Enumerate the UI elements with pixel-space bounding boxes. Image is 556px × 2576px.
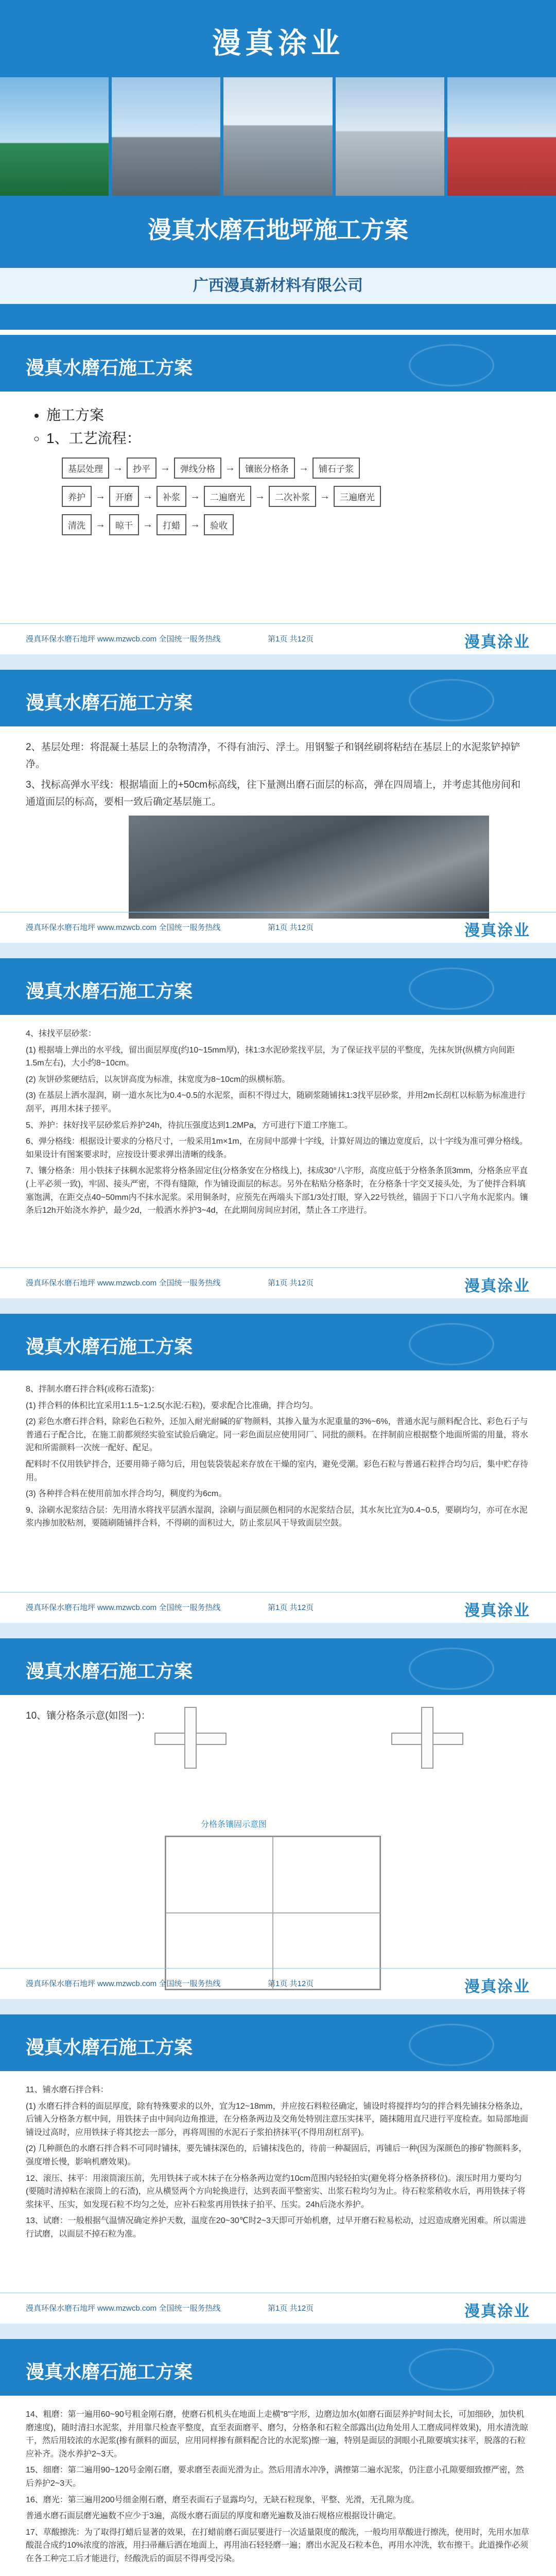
footer-page: 第1页 共12页 [268, 1603, 314, 1612]
flow-step: 弹线分格 [174, 457, 221, 479]
slide-1 [0, 335, 556, 654]
paragraph: 16、磨光：第三遍用200号细金刚石磨，磨至表面石子显露均匀，无缺石粒现象，平整、光滑，无孔隙为度。 [26, 2495, 420, 2504]
arrow-right-icon: → [95, 518, 106, 530]
arrow-right-icon: → [190, 518, 200, 530]
flow-step: 抄平 [127, 457, 157, 479]
arrow-right-icon: → [225, 462, 235, 473]
slide-5 [0, 1638, 556, 1999]
footer-logo: 漫真涂业 [464, 1602, 530, 1619]
flow-step: 三遍磨光 [334, 486, 381, 507]
slide-title-band [0, 1638, 556, 1695]
flow-step: 验收 [204, 514, 234, 535]
cover-photo-parking-lot [112, 77, 220, 196]
slide-title: 漫真水磨石施工方案 [26, 1660, 193, 1682]
paragraph: 9、涂刷水泥浆结合层：先用清水将找平层洒水湿润，涂刷与面层颜色相同的水泥浆结合层，其水灰比宜为0.4~0.5，要刷均匀，亦可在水泥浆内掺加胶粘剂，要随刷随铺拌合料，不得刷的面积过大，防止浆层风干导致面层空鼓。 [26, 1505, 528, 1528]
flow-step: 打蜡 [157, 514, 186, 535]
flow-step: 二遍磨光 [204, 486, 251, 507]
paragraph: 8、拌制水磨石拌合料(或称石渣浆)： [26, 1385, 160, 1394]
slide-title: 漫真水磨石施工方案 [26, 980, 193, 1002]
slide-title: 漫真水磨石施工方案 [26, 2361, 193, 2382]
bullet-item: ◦ 1、工艺流程： [46, 427, 530, 450]
flow-step: 开磨 [109, 486, 139, 507]
paragraph: (3) 各种拌合料在使用前加水拌合均匀，稠度约为6cm。 [26, 1489, 227, 1499]
footer-logo: 漫真涂业 [464, 1978, 530, 1995]
slide-footer [0, 1968, 556, 1999]
cover-photo-building [447, 77, 556, 196]
slide-2 [0, 670, 556, 943]
slide-gap [0, 943, 556, 958]
flow-row-2 [62, 486, 530, 507]
footer-text: 漫真环保水磨石地坪 www.mzwcb.com 全国统一服务热线 [26, 923, 221, 932]
slide-title-band [0, 670, 556, 726]
paragraph: 6、弹分格线：根据设计要求的分格尺寸，一般采用1m×1m，在房间中部弹十字线，计算好周边的镶边宽度后，以十字线为准可弹分格线。如果设计有图案要求时，应按设计要求弹出清晰的线条。 [26, 1137, 528, 1159]
footer-page: 第1页 共12页 [268, 2304, 314, 2313]
slide-footer [0, 1267, 556, 1298]
flow-step: 铺石子浆 [312, 457, 360, 479]
slide-footer [0, 623, 556, 654]
arrow-right-icon: → [95, 490, 106, 502]
paragraph: 7、镶分格条：用小铁抹子抹稠水泥浆将分格条固定住(分格条安在分格线上)，抹成30°八字形，高度应低于分格条条顶3mm，分格条应平直(上平必须一致)，牢固、接头严密，不得有缝隙，作为铺设面层的标志。另外在粘贴分格条时，在分格条十字交叉接头处，为了使拌合料填塞饱满，在距交点40~50mm内不抹水泥浆。采用铜条时，应预先在两端头下部1/3处打眼，穿入22号铁丝，锚固于下口八字角水泥浆内。镶条后12h开始浇水养护，最少2d，一般洒水养护3~4d，在此期间房间应封闭，禁止各工序进行。 [26, 1166, 528, 1215]
slide-gap [0, 1623, 556, 1638]
slide-7 [0, 2339, 556, 2576]
footer-logo: 漫真涂业 [464, 1278, 530, 1295]
slide-title-band [0, 335, 556, 392]
paragraph: 11、铺水磨石拌合料： [26, 2086, 109, 2094]
slide-gap [0, 1298, 556, 1314]
diagram-label: 分格条镶固示意图 [201, 1820, 267, 1829]
paragraph: (2) 彩色水磨石拌合料，除彩色石粒外，还加入耐光耐碱的矿物颜料，其掺入量为水泥重量的3%~6%，普通水泥与颜料配合比、彩色石子与普通石子配合比，在施工前都须经实验室试验后确定。同一彩色面层应使用同厂、同批的颜料。在拌制前应根据整个地面所需的用量，将水泥和所需颜料一次统一配好、配足。 [26, 1417, 529, 1453]
arrow-right-icon: → [143, 490, 153, 502]
arrow-right-icon: → [255, 490, 265, 502]
flow-step: 二次补浆 [269, 486, 316, 507]
cover-title: 漫真水磨石地坪施工方案 [148, 216, 408, 243]
paragraph: (2) 灰饼砂浆硬结后，以灰饼高度为标准，抹宽度为8~10cm的纵横标筋。 [26, 1075, 290, 1084]
footer-page: 第1页 共12页 [268, 1279, 314, 1287]
paragraph: (1) 拌合料的体积比宜采用1:1.5~1:2.5(水泥:石粒)，要求配合比准确，拌合均匀。 [26, 1401, 318, 1410]
diagram-caption: 10、镶分格条示意(如图一)： [26, 1710, 151, 1721]
site-photo [129, 816, 489, 919]
cover [0, 0, 556, 330]
footer-text: 漫真环保水磨石地坪 www.mzwcb.com 全国统一服务热线 [26, 635, 221, 643]
slide-title-band [0, 1314, 556, 1370]
slide-title: 漫真水磨石施工方案 [26, 692, 193, 713]
paragraph: 5、养护：抹好找平层砂浆后养护24h，待抗压强度达到1.2MPa，方可进行下道工序施工。 [26, 1121, 353, 1130]
slide-title-band [0, 958, 556, 1015]
paragraph: 12、滚压、抹平：用滚筒滚压前，先用铁抹子或木抹子在分格条两边宽约10cm范围内轻轻拍实(避免将分格条挤移位)。滚压时用力要均匀(要随时清掉粘在滚筒上的石渣)，应从横竖两个方向轮换进行，达到表面平整密实、出浆石粒均匀为止。待石粒浆稍收水后，再用铁抹子将浆抹平、压实，如发现石粒不均匀之处，应补石粒浆再用铁抹子拍平、压实。24h后浇水养护。 [26, 2174, 526, 2209]
paragraph: 13、试磨：一般根据气温情况确定养护天数，温度在20~30℃时2~3天即可开始机磨，过早开磨石粒易松动，过迟造成磨光困难。所以需进行试磨，以面层不掉石粒为准。 [26, 2216, 526, 2239]
divider-strip-shape [184, 1707, 197, 1769]
flow-step: 镶嵌分格条 [239, 457, 295, 479]
paragraph: 2、基层处理：将混凝土基层上的杂物清净，不得有油污、浮土。用钢錾子和钢丝刷将粘结在基层上的水泥浆铲掉铲净。 [26, 742, 520, 770]
paragraph: 3、找标高弹水平线：根据墙面上的+50cm标高线，往下量测出磨石面层的标高，弹在四周墙上，并考虑其他房间和通道面层的标高，要相一致后确定基层施工。 [26, 779, 521, 807]
slide-4 [0, 1314, 556, 1623]
paragraph: 14、粗磨：第一遍用60~90号粗金刚石磨，使磨石机机头在地面上走横"8"字形，边磨边加水(如磨石面层养护时间太长，可加细砂，加快机磨速度)，随时清扫水泥浆，并用靠尺检查平整度，直至表面磨平、磨匀，分格条和石粒全部露出(边角处用人工磨成同样效果)，用水清洗晾干，然后用较浓的水泥浆(掺有颜料的面层，应用同样掺有颜料配合比的水泥浆)擦一遍，特别是面层的洞眼小孔隙要填实抹平，脱落的石粒应补齐。浇水养护2~3天。 [26, 2410, 528, 2459]
flow-row-3 [62, 514, 530, 535]
footer-text: 漫真环保水磨石地坪 www.mzwcb.com 全国统一服务热线 [26, 2304, 221, 2313]
flow-step: 清洗 [62, 514, 92, 535]
paragraph: 4、抹找平层砂浆： [26, 1029, 96, 1038]
footer-logo: 漫真涂业 [464, 2303, 530, 2320]
paragraph: (1) 水磨石拌合料的面层厚度，除有特殊要求的以外，宜为12~18mm，并应按石料粒径确定，铺设时将搅拌均匀的拌合料先铺抹分格条边，后铺入分格条方框中间，用铁抹子由中间向边角推进，在分格条两边及交角处特别注意压实抹平，随抹随用直尺进行平度检查。如局部地面铺设过高时，应用铁抹子将其挖去一部分，再将周围的水泥石子浆拍挤抹平(不得用刮杠刮平)。 [26, 2102, 529, 2137]
paragraph: 17、草酸擦洗：为了取得打蜡后显著的效果，在打蜡前磨石面层要进行一次适量限度的酸洗，一般均用草酸进行擦洗，使用时，先用水加草酸混合成约10%浓度的溶液，用扫帚蘸后洒在地面上，再用油石轻轻磨一遍；磨出水泥及石粒本色，再用水冲洗，软布擦干。此道操作必须在各工种完工后才能进行，经酸洗后的面层不得再受污染。 [26, 2528, 529, 2563]
paragraph: (1) 根据墙上弹出的水平线，留出面层厚度(约10~15mm厚)，抹1:3水泥砂浆找平层，为了保证找平层的平整度，先抹灰饼(纵横方向间距1.5m左右)，大小约8~10cm。 [26, 1045, 515, 1068]
divider-strip-shape [421, 1707, 433, 1769]
paragraph: (2) 几种颜色的水磨石拌合料不可同时铺抹，要先铺抹深色的，后铺抹浅色的，待前一种凝固后，再铺后一种(因为深颜色的掺矿物颜料多，强度增长慢，影响机磨效果)。 [26, 2144, 527, 2166]
slide-title-band [0, 2014, 556, 2071]
footer-page: 第1页 共12页 [268, 1979, 314, 1988]
flow-step: 基层处理 [62, 457, 109, 479]
cover-company: 广西漫真新材料有限公司 [0, 268, 556, 304]
slide-title: 漫真水磨石施工方案 [26, 1336, 193, 1357]
paragraph: 普通水磨石面层磨光遍数不应少于3遍，高级水磨石面层的厚度和磨光遍数及油石规格应根据设计确定。 [26, 2512, 401, 2521]
slide-title: 漫真水磨石施工方案 [26, 2037, 193, 2058]
arrow-right-icon: → [320, 490, 330, 502]
flow-step: 补浆 [157, 486, 186, 507]
slide-3 [0, 958, 556, 1298]
slide-title: 漫真水磨石施工方案 [26, 357, 193, 378]
arrow-right-icon: → [160, 462, 170, 473]
arrow-right-icon: → [299, 462, 309, 473]
footer-logo: 漫真涂业 [464, 634, 530, 651]
slide-footer [0, 2293, 556, 2324]
footer-text: 漫真环保水磨石地坪 www.mzwcb.com 全国统一服务热线 [26, 1979, 221, 1988]
cover-photo-sports-court [0, 77, 109, 196]
cover-brand-logo: 漫真涂业 [212, 28, 344, 60]
arrow-right-icon: → [190, 490, 200, 502]
footer-page: 第1页 共12页 [268, 635, 314, 643]
slide-gap [0, 2324, 556, 2339]
slide-gap [0, 654, 556, 670]
slide-footer [0, 1592, 556, 1623]
slide-6 [0, 2014, 556, 2324]
footer-page: 第1页 共12页 [268, 923, 314, 932]
flow-step: 养护 [62, 486, 92, 507]
paragraph: 配料时不仅用铁铲拌合，还要用筛子筛匀后，用包装袋装起来存放在干燥的室内，避免受潮。彩色石粒与普通石粒拌合均匀后，集中贮存待用。 [26, 1460, 529, 1482]
slide-gap [0, 1999, 556, 2014]
bullet-item: • 施工方案 [46, 404, 530, 427]
paragraph: (3) 在基层上洒水湿润，刷一道水灰比为0.4~0.5的水泥浆，面积不得过大，随刷浆随铺抹1:3找平层砂浆，并用2m长刮杠以标筋为标准进行刮平，再用木抹子搓平。 [26, 1091, 526, 1113]
divider-grid-diagram [165, 1836, 381, 1990]
flow-row-1 [62, 457, 530, 479]
arrow-right-icon: → [113, 462, 123, 473]
cover-photo-factory-floor [223, 77, 332, 196]
footer-text: 漫真环保水磨石地坪 www.mzwcb.com 全国统一服务热线 [26, 1279, 221, 1287]
cover-photo-strip [0, 77, 556, 196]
divider-strip-diagram [0, 1727, 556, 1995]
footer-logo: 漫真涂业 [464, 922, 530, 939]
flow-step: 晾干 [109, 514, 139, 535]
slide-title-band [0, 2339, 556, 2396]
footer-text: 漫真环保水磨石地坪 www.mzwcb.com 全国统一服务热线 [26, 1603, 221, 1612]
arrow-right-icon: → [143, 518, 153, 530]
cover-photo-warehouse [336, 77, 444, 196]
paragraph: 15、细磨：第二遍用90~120号金刚石磨，要求磨至表面光滑为止。然后用清水冲净，满擦第二遍水泥浆，仍注意小孔隙要细致擦严密，然后养护2~3天。 [26, 2466, 524, 2488]
slide-footer [0, 912, 556, 943]
